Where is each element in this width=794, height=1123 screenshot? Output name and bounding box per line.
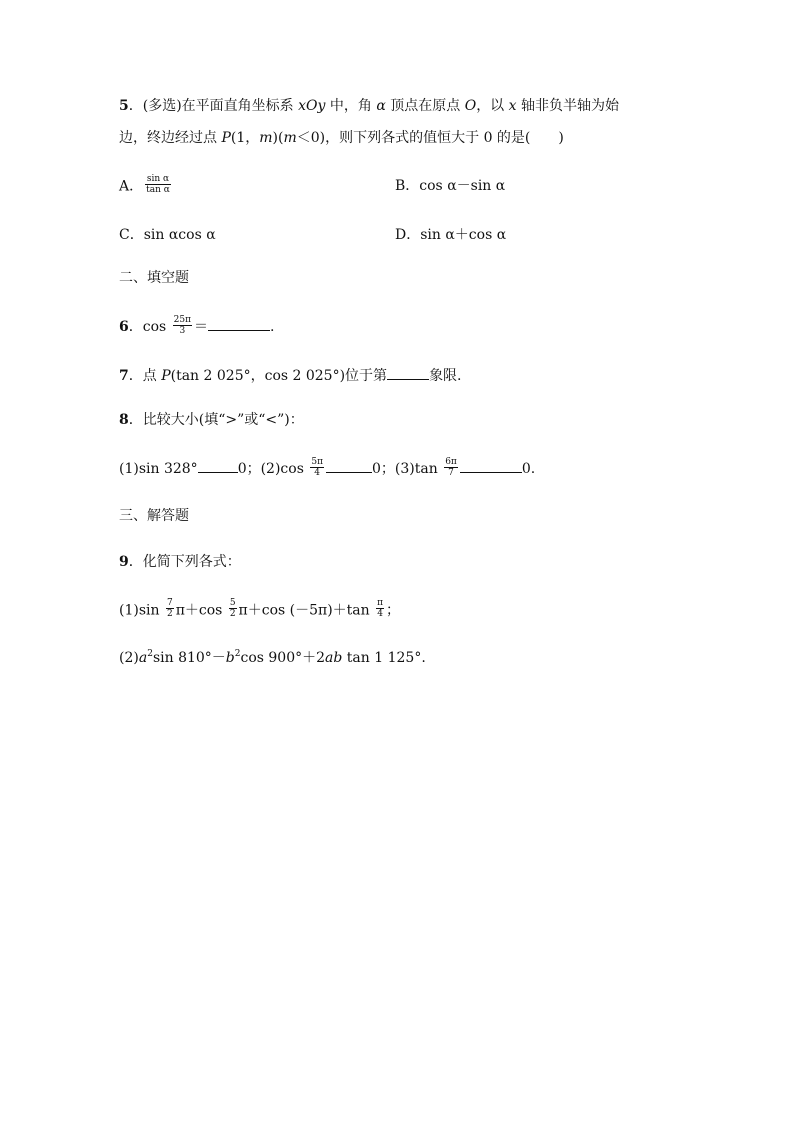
fraction-numerator: 5π <box>311 456 323 467</box>
fraction <box>444 457 458 478</box>
fraction-denominator: 3 <box>173 325 192 336</box>
section-heading-fill-blank: 二、填空题 <box>119 270 189 286</box>
q8-line <box>119 410 304 430</box>
q8-text: 0. <box>521 461 536 477</box>
q7-text: ．点 <box>128 368 162 384</box>
fraction-denominator: 2 <box>166 609 173 619</box>
section-heading-answer: 三、解答题 <box>119 508 189 524</box>
q9-text: tan 1 125°. <box>342 650 426 666</box>
q9-number: 9 <box>119 554 129 570</box>
q8-number: 8 <box>119 412 129 428</box>
q9-text: π＋cos (－5π)＋tan <box>238 602 375 619</box>
superscript: 2 <box>147 649 153 659</box>
q5-text: 顶点在原点 <box>385 98 465 114</box>
q8-text: 0；(2)cos <box>237 461 309 477</box>
q5-text: (1， <box>230 130 260 146</box>
q9-text: cos 900°＋2 <box>240 650 326 666</box>
q5-option-b[interactable]: B．cos α－sin α <box>395 178 506 194</box>
var-b: b <box>225 650 235 666</box>
fraction <box>229 598 237 619</box>
q5-text: 中，角 <box>325 98 377 114</box>
var-a: a <box>138 650 148 666</box>
superscript: 2 <box>234 649 241 659</box>
fraction-numerator: 5 <box>229 598 236 608</box>
answer-blank[interactable] <box>208 316 270 331</box>
fraction <box>145 174 171 195</box>
q5-line1 <box>119 96 619 116</box>
q9-text: ； <box>386 602 401 619</box>
fraction <box>173 315 192 336</box>
q5-text: ．(多选)在平面直角坐标系 <box>128 98 299 114</box>
q5-option-d[interactable]: D．sin α＋cos α <box>395 227 507 243</box>
q6-text: ．cos <box>128 319 171 335</box>
q9-text: ．化简下列各式： <box>128 554 241 570</box>
q7-line <box>119 365 462 386</box>
q6-text: ＝ <box>194 319 209 335</box>
q9-text: (1)sin <box>119 602 164 619</box>
q6-line <box>119 316 274 338</box>
fraction-denominator: 2 <box>229 609 236 619</box>
var-O: O <box>464 98 477 114</box>
answer-blank[interactable] <box>387 365 429 380</box>
fraction-denominator: tan α <box>146 185 170 195</box>
q7-text: 象限. <box>429 368 462 384</box>
var-m: m <box>283 130 297 146</box>
q5-text: ，以 <box>476 98 509 114</box>
var-xoy: xOy <box>298 98 326 114</box>
fraction-numerator: π <box>377 598 384 608</box>
option-label: A． <box>119 178 144 195</box>
q5-number: 5 <box>119 98 129 114</box>
q5-line2 <box>119 128 564 148</box>
q8-text: 0；(3)tan <box>372 461 443 477</box>
q8-part1: (1)sin 328° <box>119 461 198 477</box>
fraction <box>166 598 174 619</box>
q5-option-a[interactable] <box>119 176 173 197</box>
q8-text: ．比较大小(填“>”或“<”)： <box>128 412 304 428</box>
q9-line <box>119 552 241 572</box>
answer-blank[interactable] <box>198 458 238 473</box>
var-P: P <box>161 368 171 384</box>
fraction-denominator: 4 <box>310 467 324 478</box>
var-x: x <box>508 98 517 114</box>
q9-part2-line <box>119 648 426 670</box>
var-m: m <box>259 130 273 146</box>
q5-text: 轴非负半轴为始 <box>516 98 619 114</box>
q9-text: π＋cos <box>175 602 227 619</box>
q6-text: . <box>270 319 275 335</box>
var-alpha: α <box>376 98 386 114</box>
q5-text: 边，终边经过点 <box>119 130 222 146</box>
answer-blank[interactable] <box>326 458 372 473</box>
q7-number: 7 <box>119 368 129 384</box>
q7-text: (tan 2 025°，cos 2 025°)位于第 <box>170 368 388 384</box>
fraction-numerator: 7 <box>166 598 173 608</box>
q8-parts-line <box>119 458 535 480</box>
fraction-numerator: sin α <box>146 174 170 184</box>
q9-text: (2) <box>119 650 139 666</box>
answer-blank[interactable] <box>460 458 522 473</box>
fraction <box>310 457 324 478</box>
fraction-denominator: 4 <box>377 609 383 619</box>
q6-number: 6 <box>119 319 129 335</box>
fraction-numerator: 25π <box>173 314 192 325</box>
q9-text: sin 810°－ <box>152 650 226 666</box>
q5-option-c[interactable]: C．sin αcos α <box>119 227 216 243</box>
q5-text: ＜0)，则下列各式的值恒大于 0 的是( ) <box>296 130 564 146</box>
q5-text: )( <box>272 130 284 146</box>
fraction-denominator: 7 <box>444 467 458 478</box>
q9-part1-line <box>119 600 400 621</box>
var-ab: ab <box>325 650 343 666</box>
fraction-numerator: 6π <box>445 456 457 467</box>
var-P: P <box>221 130 231 146</box>
fraction <box>376 598 384 619</box>
